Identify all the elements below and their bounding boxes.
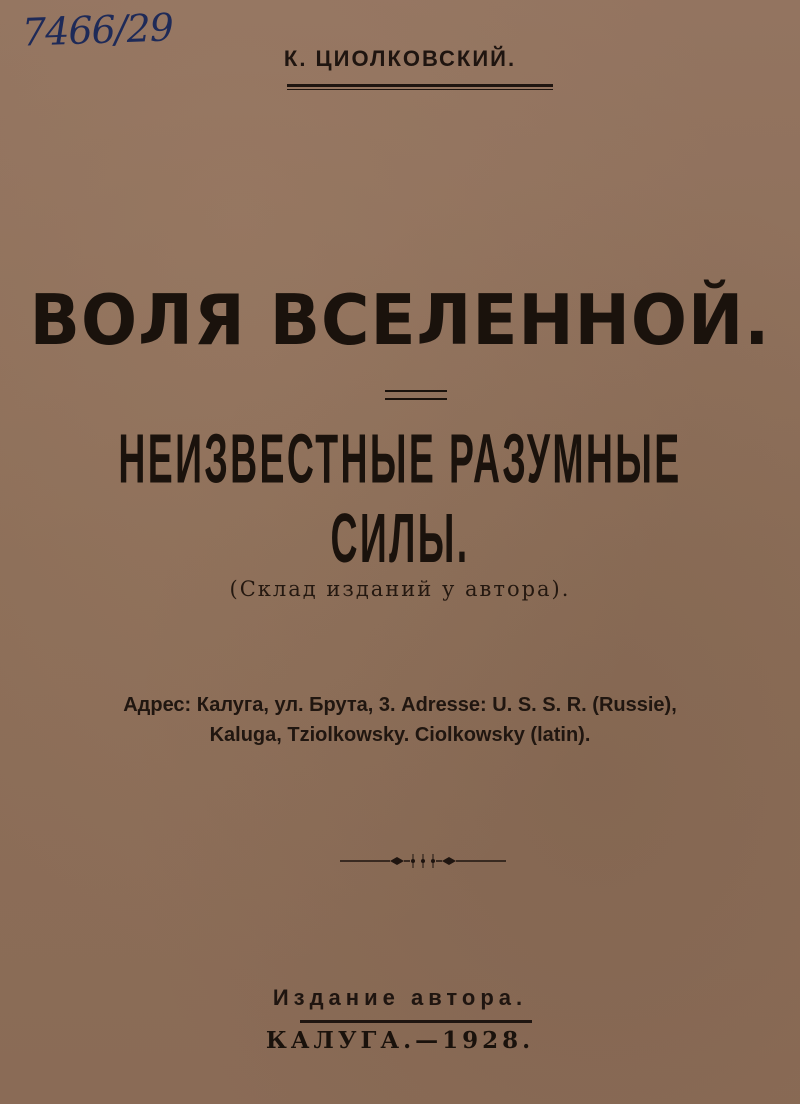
- address-line-1: Адрес: Калуга, ул. Брута, 3. Adresse: U. S. S. R. (Russie),: [123, 694, 677, 716]
- publisher-line: Издание автора.: [272, 985, 528, 1010]
- author-name: К. ЦИОЛКОВСКИЙ.: [283, 46, 517, 71]
- address-line-2: Kaluga, Tziolkowsky. Ciolkowsky (latin).: [209, 724, 591, 746]
- book-subtitle: НЕИЗВЕСТНЫЕ РАЗУМНЫЕ СИЛЫ.: [118, 421, 682, 579]
- book-title: ВОЛЯ ВСЕЛЕННОЙ.: [29, 280, 771, 361]
- handwritten-shelfmark: 7466/29: [21, 5, 174, 55]
- address-block: [0, 690, 800, 750]
- place-and-year: КАЛУГА.—1928.: [265, 1027, 535, 1054]
- publisher-rule: [300, 1020, 532, 1023]
- warehouse-note: (Склад изданий у автора).: [229, 577, 571, 601]
- author-underline: [287, 84, 553, 90]
- title-divider: [385, 390, 447, 400]
- ornament-divider-icon: [340, 852, 506, 870]
